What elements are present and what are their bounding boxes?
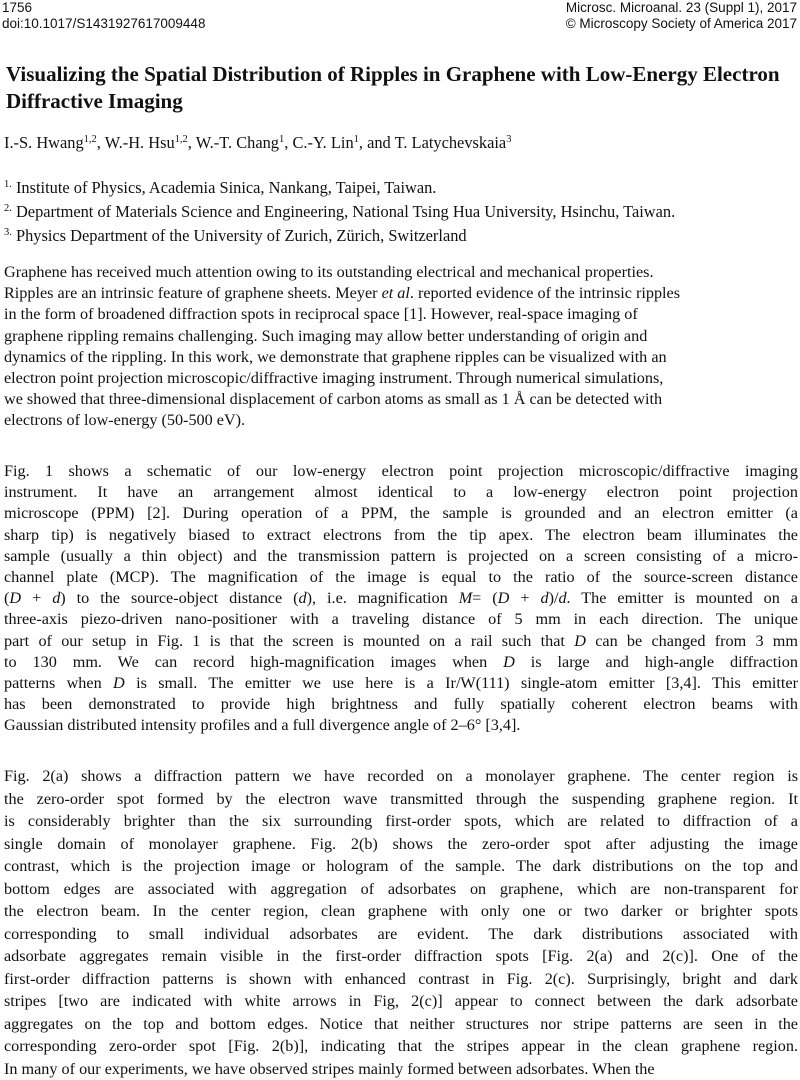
text-line: dynamics of the rippling. In this work, we demonstrate that graphene ripples can be visualized with an (4, 347, 798, 368)
text-line: the electron beam. In the center region, clean graphene with only one or two darker or brighter spots (4, 900, 798, 923)
paragraph-1 (4, 262, 798, 432)
author-separator: , and (359, 133, 395, 152)
text-line: electrons of low-energy (50-500 eV). (4, 410, 798, 431)
paper-title: Visualizing the Spatial Distribution of Ripples in Graphene with Low-Energy Electron Diffractive Imaging (6, 61, 796, 115)
author-separator: , (188, 133, 196, 152)
author-name: C.-Y. Lin (292, 133, 353, 152)
text-line: is considerably brighter than the six surrounding first-order spots, which are related to diffraction of a (4, 810, 798, 833)
text-line: Fig. 1 shows a schematic of our low-energy electron point projection microscopic/diffractive imaging (4, 461, 798, 482)
text-line: channel plate (MCP). The magnification of the image is equal to the ratio of the source-screen distance (4, 567, 798, 588)
text-line: in the form of broadened diffraction spots in reciprocal space [1]. However, real-space imaging of (4, 304, 798, 325)
doi: doi:10.1017/S1431927617009448 (2, 16, 205, 32)
text-line: part of our setup in Fig. 1 is that the screen is mounted on a rail such that D can be changed from 3 mm (4, 631, 798, 652)
text-line: to 130 mm. We can record high-magnification images when D is large and high-angle diffraction (4, 652, 798, 673)
text-line: Graphene has received much attention owing to its outstanding electrical and mechanical properties. (4, 262, 798, 283)
author-name: I.-S. Hwang (4, 133, 84, 152)
affiliation (4, 200, 675, 224)
affiliation-list (4, 176, 675, 248)
text-line: adsorbate aggregates remain visible in the first-order diffraction spots [Fig. 2(a) and 2(c)]. One of the (4, 945, 798, 968)
header-left (2, 0, 205, 32)
text-line: Gaussian distributed intensity profiles and a full divergence angle of 2–6° [3,4]. (4, 715, 798, 736)
text-line: we showed that three-dimensional displacement of carbon atoms as small as 1 Å can be detected with (4, 389, 798, 410)
affiliation-text: Institute of Physics, Academia Sinica, Nankang, Taipei, Taiwan. (12, 178, 437, 197)
author-affiliation-marker: 1,2 (175, 134, 188, 145)
affiliation-text: Department of Materials Science and Engineering, National Tsing Hua University, Hsinchu, Taiwan. (12, 202, 675, 221)
author-name: W.-T. Chang (196, 133, 279, 152)
text-line: Ripples are an intrinsic feature of graphene sheets. Meyer et al. reported evidence of the intrinsic ripples (4, 283, 798, 304)
author-separator: , (97, 133, 105, 152)
header-right (566, 0, 797, 32)
author-list (4, 133, 511, 153)
text-line: sharp tip) is negatively biased to extract electrons from the tip apex. The electron beam illuminates the (4, 525, 798, 546)
author-affiliation-marker: 1 (279, 134, 284, 145)
text-line: corresponding to small individual adsorbates are evident. The dark distributions associated with (4, 923, 798, 946)
text-line: stripes [two are indicated with white arrows in Fig, 2(c)] appear to connect between the dark adsorbate (4, 990, 798, 1013)
author-affiliation-marker: 1,2 (84, 134, 97, 145)
affiliation-number: 3. (4, 227, 12, 238)
text-line: In many of our experiments, we have observed stripes mainly formed between adsorbates. When the (4, 1058, 798, 1080)
author-name: T. Latychevskaia (395, 133, 507, 152)
text-line: the zero-order spot formed by the electron wave transmitted through the suspending graphene region. It (4, 788, 798, 811)
affiliation (4, 224, 675, 248)
paragraph-3 (4, 765, 798, 1080)
paragraph-2 (4, 461, 798, 737)
author-name: W.-H. Hsu (105, 133, 175, 152)
text-line: electron point projection microscopic/diffractive imaging instrument. Through numerical simulations, (4, 368, 798, 389)
affiliation (4, 176, 675, 200)
page-number: 1756 (2, 0, 205, 16)
text-line: sample (usually a thin object) and the transmission pattern is projected on a screen consisting of a micro- (4, 546, 798, 567)
text-line: Fig. 2(a) shows a diffraction pattern we have recorded on a monolayer graphene. The center region is (4, 765, 798, 788)
text-line: three-axis piezo-driven nano-positioner with a traveling distance of 5 mm in each direction. The unique (4, 609, 798, 630)
text-line: aggregates on the top and bottom edges. Notice that neither structures nor stripe patterns are seen in the (4, 1013, 798, 1036)
affiliation-text: Physics Department of the University of Zurich, Zürich, Switzerland (12, 226, 467, 245)
text-line: (D + d) to the source-object distance (d), i.e. magnification M= (D + d)/d. The emitter is mounted on a (4, 588, 798, 609)
author-affiliation-marker: 1 (354, 134, 359, 145)
copyright: © Microscopy Society of America 2017 (566, 16, 797, 32)
text-line: graphene rippling remains challenging. Such imaging may allow better understanding of origin and (4, 326, 798, 347)
text-line: microscope (PPM) [2]. During operation of a PPM, the sample is grounded and an electron emitter (a (4, 503, 798, 524)
text-line: corresponding zero-order spot [Fig. 2(b)], indicating that the stripes appear in the clean graphene region. (4, 1035, 798, 1058)
text-line: has been demonstrated to provide high brightness and fully spatially coherent electron beams with (4, 694, 798, 715)
journal-citation: Microsc. Microanal. 23 (Suppl 1), 2017 (566, 0, 797, 16)
text-line: single domain of monolayer graphene. Fig. 2(b) shows the zero-order spot after adjusting the image (4, 833, 798, 856)
affiliation-number: 1. (4, 179, 12, 190)
author-separator: , (284, 133, 292, 152)
affiliation-number: 2. (4, 203, 12, 214)
text-line: instrument. It have an arrangement almost identical to a low-energy electron point projection (4, 482, 798, 503)
author-affiliation-marker: 3 (506, 134, 511, 145)
text-line: first-order diffraction patterns is shown with enhanced contrast in Fig. 2(c). Surprisingly, bright and dark (4, 968, 798, 991)
text-line: patterns when D is small. The emitter we use here is a Ir/W(111) single-atom emitter [3,4]. This emitter (4, 673, 798, 694)
running-header (0, 0, 800, 34)
text-line: bottom edges are associated with aggregation of adsorbates on graphene, which are non-transparent for (4, 878, 798, 901)
text-line: contrast, which is the projection image or hologram of the sample. The dark distributions on the top and (4, 855, 798, 878)
